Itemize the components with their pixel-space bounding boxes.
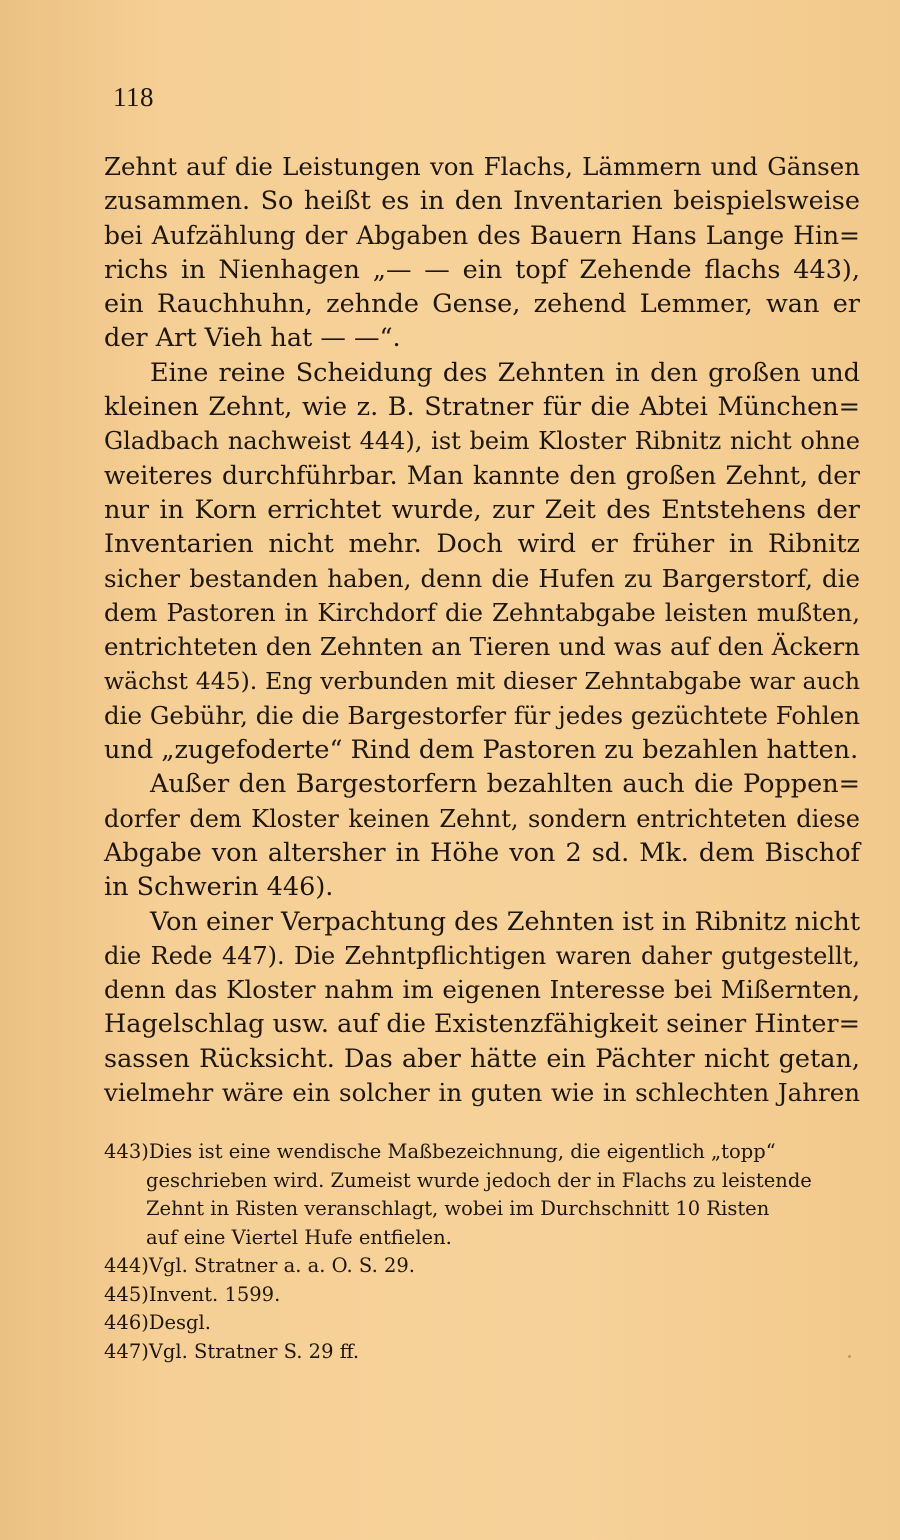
text-line: Zehnt auf die Leistungen von Flachs, Lämmern und Gänsen (104, 152, 860, 181)
footnote-line (104, 1338, 860, 1367)
footnote-text: Invent. 1599. (148, 1282, 281, 1306)
footnote-line: auf eine Viertel Hufe entfielen. (146, 1225, 452, 1249)
paper-speck (107, 688, 109, 690)
footnote-line: Zehnt in Risten veranschlagt, wobei im Durchschnitt 10 Risten (146, 1197, 770, 1220)
footnote-marker: 443) (104, 1140, 149, 1163)
text-line: sassen Rücksicht. Das aber hätte ein Pächter nicht getan, (104, 1043, 860, 1074)
text-line: denn das Kloster nahm im eigenen Interesse bei Mißernten, (104, 975, 860, 1005)
text-line: Eine reine Scheidung des Zehnten in den großen und (150, 357, 860, 388)
footnote-line (104, 1309, 860, 1338)
footnote-text: Dies ist eine wendische Maßbezeichnung, die eigentlich „topp“ (148, 1140, 776, 1163)
footnote-444 (104, 1252, 860, 1281)
body-text (104, 150, 860, 1110)
footnotes (104, 1138, 860, 1366)
footnote-443 (104, 1138, 860, 1252)
text-line: ein Rauchhuhn, zehnde Gense, zehend Lemmer, wan er (104, 289, 860, 320)
footnote-text: Vgl. Stratner a. a. O. S. 29. (148, 1254, 415, 1277)
text-line: Von einer Verpachtung des Zehnten ist in Ribnitz nicht (150, 906, 861, 937)
footnote-marker: 445) (104, 1282, 149, 1306)
footnote-line (104, 1138, 860, 1167)
text-line: und „zugefoderte“ Rind dem Pastoren zu bezahlen hatten. (104, 735, 859, 766)
footnote-447 (104, 1338, 860, 1367)
text-line: nur in Korn errichtet wurde, zur Zeit des Entstehens der (104, 494, 860, 525)
text-line: wächst 445). Eng verbunden mit dieser Zehntabgabe war auch (104, 667, 860, 696)
text-line: Gladbach nachweist 444), ist beim Kloster Ribnitz nicht ohne (104, 427, 860, 456)
text-line: dem Pastoren in Kirchdorf die Zehntabgabe leisten mußten, (104, 597, 860, 627)
text-line: zusammen. So heißt es in den Inventarien beispielsweise (104, 186, 860, 217)
footnote-446 (104, 1309, 860, 1338)
text-line: Außer den Bargestorfern bezahlten auch die Poppen= (150, 769, 860, 800)
text-line: vielmehr wäre ein solcher in guten wie in schlechten Jahren (104, 1078, 860, 1108)
text-line: Abgabe von altersher in Höhe von 2 sd. Mk. dem Bischof (104, 837, 860, 868)
text-line: Inventarien nicht mehr. Doch wird er früher in Ribnitz (104, 529, 860, 560)
page-number: 118 (113, 82, 154, 112)
text-line: die Gebühr, die die Bargestorfer für jedes gezüchtete Fohlen (104, 700, 860, 730)
text-line: weiteres durchführbar. Man kannte den großen Zehnt, der (104, 460, 860, 490)
footnote-text: Vgl. Stratner S. 29 ff. (148, 1339, 360, 1363)
text-line: kleinen Zehnt, wie z. B. Stratner für die Abtei München= (104, 392, 860, 423)
text-line: dorfer dem Kloster keinen Zehnt, sondern entrichteten diese (104, 804, 860, 833)
footnote-marker: 447) (104, 1339, 149, 1363)
footnote-line (104, 1281, 860, 1310)
text-line: richs in Nienhagen „— — ein topf Zehende flachs 443), (104, 254, 860, 285)
text-line: die Rede 447). Die Zehntpflichtigen waren daher gutgestellt, (104, 941, 860, 970)
text-line: der Art Vieh hat — —“. (104, 323, 401, 354)
footnote-line (104, 1252, 860, 1281)
text-line: sicher bestanden haben, denn die Hufen zu Bargerstorf, die (104, 563, 860, 593)
footnote-445 (104, 1281, 860, 1310)
text-line: Hagelschlag usw. auf die Existenzfähigkeit seiner Hinter= (104, 1009, 860, 1040)
footnote-line: geschrieben wird. Zumeist wurde jedoch der in Flachs zu leistende (146, 1168, 812, 1192)
footnote-marker: 444) (104, 1254, 149, 1277)
paper-speck (848, 1355, 851, 1358)
footnote-text: Desgl. (148, 1311, 211, 1334)
text-line: entrichteten den Zehnten an Tieren und was auf den Äckern (104, 632, 860, 662)
text-line: bei Aufzählung der Abgaben des Bauern Hans Lange Hin= (104, 220, 860, 250)
footnote-marker: 446) (104, 1311, 149, 1334)
text-line: in Schwerin 446). (104, 872, 334, 903)
